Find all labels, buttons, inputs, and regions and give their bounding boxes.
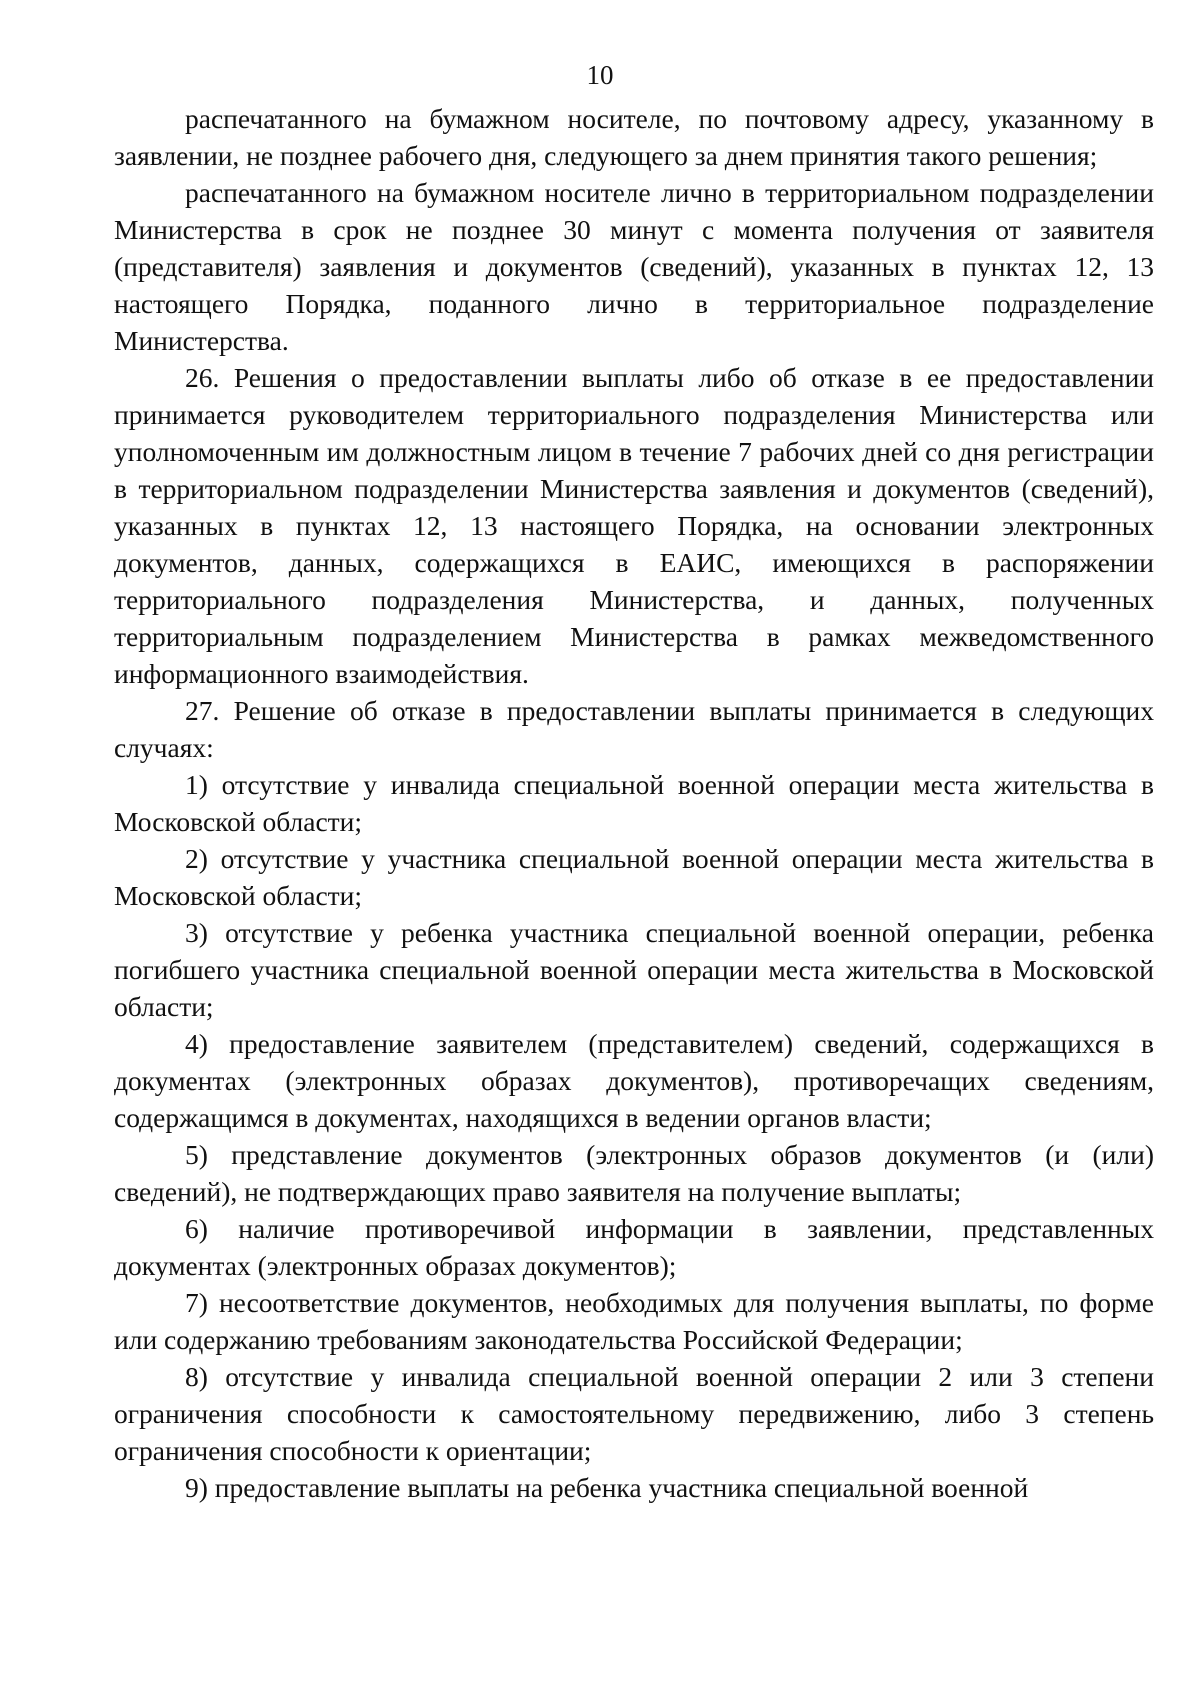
paragraph-26-decision-timing: 26. Решения о предоставлении выплаты либо об отказе в ее предоставлении принимается руководителем территориального подразделения Министерства или уполномоченным им должностным лицом в течение 7 рабочих дней со дня регистрации в территориальном подразделении Министерства заявления и документов (сведений), указанных в пунктах 12, 13 настоящего Порядка, на основании электронных документов, данных, содержащихся в ЕАИС, имеющихся в распоряжении территориального подразделения Министерства, и данных, полученных территориальным подразделением Министерства в рамках межведомственного информационного взаимодействия. <box>114 362 1154 689</box>
list-item-6: 6) наличие противоречивой информации в заявлении, представленных документах (электронных образах документов); <box>114 1213 1154 1281</box>
paragraph-postal-delivery: распечатанного на бумажном носителе, по почтовому адресу, указанному в заявлении, не позднее рабочего дня, следующего за днем принятия такого решения; <box>114 103 1154 171</box>
page-number: 10 <box>586 60 614 90</box>
list-item-7: 7) несоответствие документов, необходимых для получения выплаты, по форме или содержанию требованиям законодательства Российской Федерации; <box>114 1287 1154 1355</box>
list-item-8: 8) отсутствие у инвалида специальной военной операции 2 или 3 степени ограничения способности к самостоятельному передвижению, либо 3 степень ограничения способности к ориентации; <box>114 1361 1154 1466</box>
list-item-9: 9) предоставление выплаты на ребенка участника специальной военной <box>185 1472 1029 1503</box>
list-item-3: 3) отсутствие у ребенка участника специальной военной операции, ребенка погибшего участника специальной военной операции места жительства в Московской области; <box>114 917 1154 1022</box>
list-item-5: 5) представление документов (электронных образов документов (и (или) сведений), не подтверждающих право заявителя на получение выплаты; <box>114 1139 1154 1207</box>
paragraph-27-refusal-cases: 27. Решение об отказе в предоставлении выплаты принимается в следующих случаях: <box>114 695 1154 763</box>
list-item-1: 1) отсутствие у инвалида специальной военной операции места жительства в Московской области; <box>114 769 1154 837</box>
document-body <box>114 100 1154 1506</box>
paragraph-in-person-delivery: распечатанного на бумажном носителе лично в территориальном подразделении Министерства в срок не позднее 30 минут с момента получения от заявителя (представителя) заявления и документов (сведений), указанных в пунктах 12, 13 настоящего Порядка, поданного лично в территориальное подразделение Министерства. <box>114 177 1154 356</box>
list-item-4: 4) предоставление заявителем (представителем) сведений, содержащихся в документах (электронных образах документов), противоречащих сведениям, содержащимся в документах, находящихся в ведении органов власти; <box>114 1028 1154 1133</box>
list-item-2: 2) отсутствие у участника специальной военной операции места жительства в Московской области; <box>114 843 1154 911</box>
